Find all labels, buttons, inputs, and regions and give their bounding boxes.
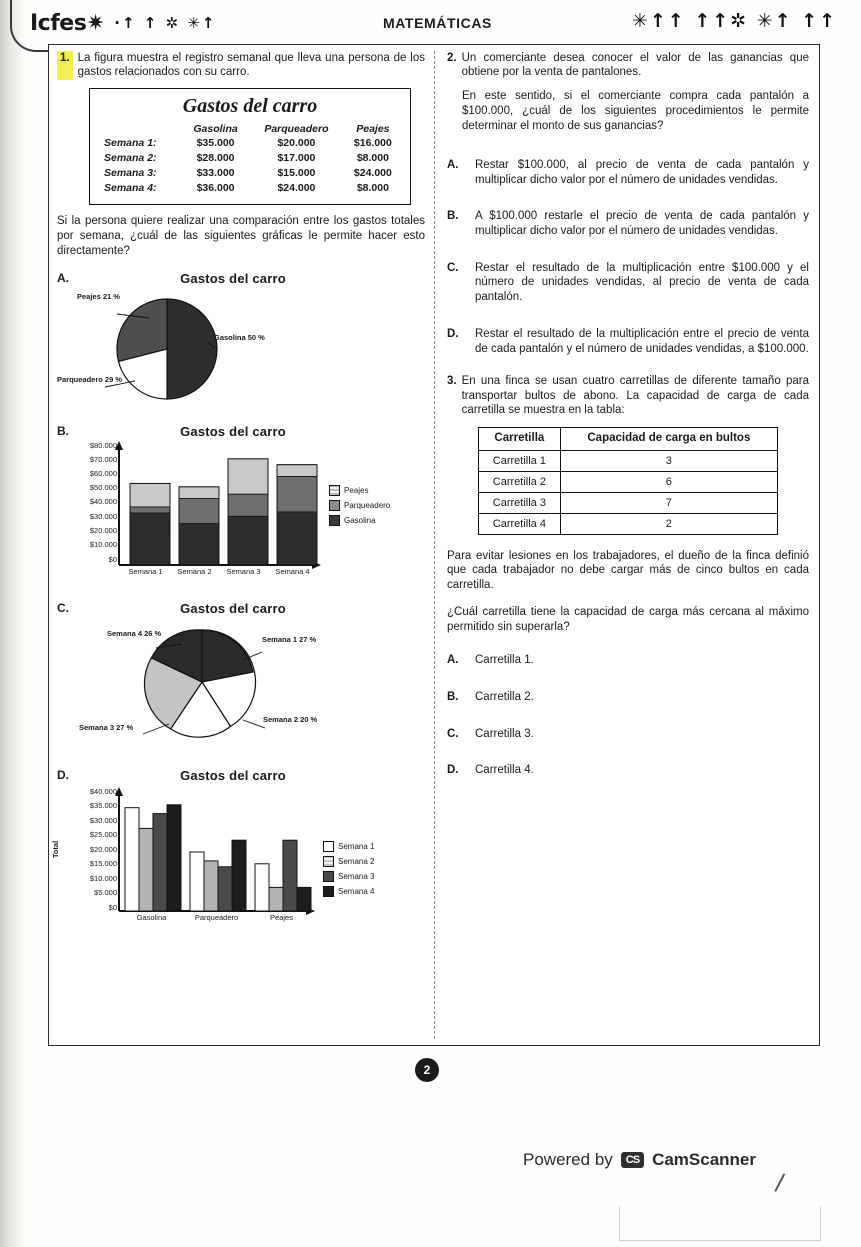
ytick: $20.000 — [89, 844, 117, 854]
question-3 — [447, 374, 809, 417]
question-1-stem: La figura muestra el registro semanal que lleva una persona de los gastos relacionados con su carro. — [77, 52, 425, 79]
camscanner-name: CamScanner — [652, 1150, 756, 1169]
xtick: Semana 3 — [226, 566, 261, 576]
gastos-col-gasolina: Gasolina — [193, 122, 238, 135]
q3-option-b-text: Carretilla 2. — [475, 690, 534, 703]
ytick: $30.000 — [89, 815, 117, 825]
week-label: Semana 1: — [104, 137, 157, 150]
option-a-chart — [57, 286, 425, 412]
ytick: $20.000 — [89, 525, 117, 535]
pie-a-label-peajes: Peajes 21 % — [77, 291, 120, 301]
q2-option-d-text: Restar el resultado de la multiplicación entre el precio de venta de cada pantalón y el número de unidades vendidas, a $100.000. — [475, 327, 809, 355]
ytick: $5.000 — [94, 887, 117, 897]
legend-swatch-parqueadero — [329, 500, 340, 511]
pie-a-label-parqueadero: Parqueadero 29 % — [57, 374, 123, 384]
page-header — [30, 4, 845, 42]
legend-swatch-semana-2 — [323, 856, 334, 867]
table-row — [98, 181, 402, 196]
xtick: Semana 4 — [275, 566, 310, 576]
question-2-number: 2. — [447, 52, 457, 64]
ytick: $10.000 — [89, 873, 117, 883]
question-2-stem: Un comerciante desea conocer el valor de las ganancias que obtiene por la venta de pantalones. — [461, 52, 809, 79]
carretilla-col-name: Carretilla — [479, 427, 561, 450]
q3-option-a-text: Carretilla 1. — [475, 654, 534, 667]
q2-option-a-text: Restar $100.000, al precio de venta de cada pantalón y multiplicar dicho valor por el número de unidades vendidas. — [475, 158, 809, 186]
carretilla-capacity: 7 — [560, 492, 777, 513]
option-a[interactable] — [57, 271, 425, 286]
ytick: $10.000 — [89, 539, 117, 549]
cell-value: $20.000 — [277, 137, 316, 150]
option-d-title: Gastos del carro — [180, 767, 286, 783]
ytick: $35.000 — [89, 800, 117, 810]
camscanner-icon: CS — [621, 1152, 644, 1168]
option-a-title: Gastos del carro — [180, 270, 286, 286]
option-b-title: Gastos del carro — [180, 423, 286, 439]
question-3-prompt: ¿Cuál carretilla tiene la capacidad de carga más cercana al máximo permitido sin superarla? — [447, 606, 809, 634]
pie-c-label-semana4: Semana 4 26 % — [107, 628, 162, 638]
carretilla-name: Carretilla 1 — [479, 450, 561, 471]
cell-value: $24.000 — [277, 182, 316, 195]
carretilla-table — [478, 427, 778, 535]
gastos-col-parqueadero: Parqueadero — [264, 122, 329, 135]
cell-value: $36.000 — [196, 182, 235, 195]
question-1-prompt: Si la persona quiere realizar una comparación entre los gastos totales por semana, ¿cuál de las siguientes gráficas le permite hacer esto directamente? — [57, 214, 425, 257]
option-a-letter: A. — [57, 270, 69, 285]
legend-item — [329, 500, 390, 511]
gastos-table-figure — [89, 88, 411, 205]
week-label: Semana 3: — [104, 167, 157, 180]
pie-c-label-semana2: Semana 2 20 % — [263, 714, 318, 724]
question-2-options — [447, 158, 809, 356]
ytick: $40.000 — [89, 786, 117, 796]
bar-d-y-axis-label: Total — [51, 840, 61, 858]
table-row — [479, 492, 778, 513]
question-3-note: Para evitar lesiones en los trabajadores, el dueño de la finca definió que cada trabajador no debe cargar más de cinco bultos en cada carretilla. — [447, 549, 809, 592]
ytick: $25.000 — [89, 829, 117, 839]
carretilla-name: Carretilla 2 — [479, 471, 561, 492]
carretilla-name: Carretilla 3 — [479, 492, 561, 513]
question-3-stem: En una finca se usan cuatro carretillas de diferente tamaño para transportar bultos de abono. La capacidad de carga de cada carretilla se muestra en la tabla: — [461, 375, 809, 417]
xtick: Gasolina — [136, 912, 167, 922]
legend-label: Parqueadero — [344, 500, 391, 510]
xtick: Parqueadero — [194, 912, 239, 922]
q2-option-b-letter: B. — [447, 210, 459, 223]
pie-chart-a-svg — [57, 286, 417, 412]
cell-value: $33.000 — [196, 167, 235, 180]
subject-title: MATEMÁTICAS — [383, 15, 492, 31]
cell-value: $16.000 — [353, 137, 392, 150]
legend-label: Gasolina — [344, 515, 376, 525]
q2-option-b[interactable] — [447, 209, 809, 238]
q3-option-d-text: Carretilla 4. — [475, 764, 534, 777]
powered-by-text: Powered by — [523, 1150, 613, 1169]
option-c[interactable] — [57, 601, 425, 616]
gastos-col-peajes: Peajes — [356, 122, 390, 135]
q2-option-d-letter: D. — [447, 327, 459, 340]
week-label: Semana 4: — [104, 182, 157, 195]
q3-option-c[interactable] — [447, 727, 809, 742]
ytick: $0 — [108, 902, 117, 912]
ytick: $80.000 — [89, 440, 117, 450]
legend-label: Peajes — [344, 485, 369, 495]
pen-mark: / — [772, 1167, 787, 1199]
question-1-number: 1. — [57, 51, 73, 80]
legend-item — [329, 485, 390, 496]
table-row — [479, 450, 778, 471]
cell-value: $35.000 — [196, 137, 235, 150]
gastos-table-title: Gastos del carro — [182, 94, 318, 117]
column-divider — [434, 51, 435, 1039]
braille-glyphs-left: ·↑ ↑ ✲ ✳↑ — [114, 14, 217, 32]
ytick: $50.000 — [89, 482, 117, 492]
icfes-logo: Icfes — [30, 10, 87, 36]
table-header-row — [98, 122, 402, 136]
page-number-badge: 2 — [415, 1058, 439, 1082]
q3-option-d[interactable] — [447, 763, 809, 778]
option-c-chart — [57, 616, 425, 756]
q2-option-c-letter: C. — [447, 261, 459, 274]
xtick: Semana 2 — [177, 566, 212, 576]
pie-c-label-semana1: Semana 1 27 % — [262, 634, 317, 644]
option-d[interactable] — [57, 768, 425, 783]
content-frame — [48, 44, 820, 1046]
cell-value: $28.000 — [196, 152, 235, 165]
page-bottom-artifact — [619, 1206, 821, 1241]
q3-option-d-letter: D. — [447, 764, 459, 777]
cell-value: $17.000 — [277, 152, 316, 165]
cell-value: $8.000 — [356, 152, 389, 165]
q3-option-c-text: Carretilla 3. — [475, 727, 534, 740]
option-d-chart — [51, 783, 425, 933]
carretilla-capacity: 6 — [560, 471, 777, 492]
question-2 — [447, 51, 809, 80]
legend-swatch-gasolina — [329, 515, 340, 526]
legend-label: Semana 1 — [338, 841, 375, 851]
left-column — [51, 51, 425, 933]
legend-swatch-semana-1 — [323, 841, 334, 852]
option-b[interactable] — [57, 424, 425, 439]
table-row — [479, 513, 778, 534]
right-column — [447, 51, 809, 791]
ytick: $70.000 — [89, 454, 117, 464]
legend-label: Semana 4 — [338, 886, 375, 896]
q2-option-b-text: A $100.000 restarle el precio de venta de cada pantalón y multiplicar dicho valor por el número de unidades vendidas. — [475, 210, 809, 237]
q2-option-a[interactable] — [447, 158, 809, 187]
bar-b-legend — [329, 485, 390, 530]
bar-b-x-axis — [121, 567, 321, 576]
xtick: Peajes — [270, 912, 293, 922]
option-b-letter: B. — [57, 423, 69, 438]
table-row — [98, 136, 402, 151]
table-header-row — [479, 427, 778, 450]
cell-value: $8.000 — [356, 182, 389, 195]
gastos-table — [98, 122, 402, 196]
option-c-letter: C. — [57, 600, 69, 615]
page-edge-shadow — [0, 0, 24, 1247]
pie-a-label-gasolina: Gasolina 50 % — [214, 332, 265, 342]
legend-swatch-semana-3 — [323, 871, 334, 882]
braille-glyphs-right: ✳↑↑ ↑↑✲ ✳↑ ↑↑ — [631, 10, 837, 32]
legend-item — [323, 871, 374, 882]
table-row — [98, 151, 402, 166]
q2-option-a-letter: A. — [447, 158, 459, 171]
q3-option-a[interactable] — [447, 653, 809, 668]
ytick: $60.000 — [89, 468, 117, 478]
question-3-options — [447, 653, 809, 778]
option-b-chart — [57, 439, 425, 589]
ytick: $30.000 — [89, 511, 117, 521]
question-2-prompt: En este sentido, si el comerciante compra cada pantalón a $100.000, ¿cuál de los siguientes procedimientos le permite determinar el monto de sus ganancias? — [462, 89, 809, 132]
pie-c-label-semana3: Semana 3 27 % — [79, 722, 134, 732]
q2-option-d[interactable] — [447, 327, 809, 356]
ytick: $40.000 — [89, 496, 117, 506]
q3-option-b-letter: B. — [447, 690, 459, 703]
gastos-col-0 — [98, 122, 182, 136]
legend-item — [323, 841, 374, 852]
q2-option-c[interactable] — [447, 261, 809, 305]
bar-d-legend — [323, 841, 374, 901]
option-c-title: Gastos del carro — [180, 600, 286, 616]
ytick: $15.000 — [89, 858, 117, 868]
week-label: Semana 2: — [104, 152, 157, 165]
bar-d-x-axis — [119, 913, 314, 922]
cell-value: $15.000 — [277, 167, 316, 180]
carretilla-col-capacity: Capacidad de carga en bultos — [560, 427, 777, 450]
xtick: Semana 1 — [128, 566, 163, 576]
carretilla-name: Carretilla 4 — [479, 513, 561, 534]
q2-option-c-text: Restar el resultado de la multiplicación entre $100.000 y el número de unidades vendidas, al precio de venta de cada pantalón. — [475, 261, 809, 304]
carretilla-capacity: 3 — [560, 450, 777, 471]
legend-swatch-peajes — [329, 485, 340, 496]
option-d-letter: D. — [57, 767, 69, 782]
question-3-number: 3. — [447, 375, 457, 388]
legend-item — [323, 856, 374, 867]
q3-option-b[interactable] — [447, 690, 809, 705]
q3-option-a-letter: A. — [447, 654, 459, 667]
legend-swatch-semana-4 — [323, 886, 334, 897]
table-row — [98, 166, 402, 181]
legend-item — [329, 515, 390, 526]
cell-value: $24.000 — [353, 167, 392, 180]
q3-option-c-letter: C. — [447, 727, 459, 740]
icfes-logo-mark: ✷ — [86, 10, 105, 36]
question-1 — [57, 51, 425, 80]
camscanner-watermark — [523, 1150, 756, 1170]
carretilla-capacity: 2 — [560, 513, 777, 534]
legend-label: Semana 3 — [338, 871, 375, 881]
legend-label: Semana 2 — [338, 856, 375, 866]
legend-item — [323, 886, 374, 897]
ytick: $0 — [108, 554, 117, 564]
table-row — [479, 471, 778, 492]
